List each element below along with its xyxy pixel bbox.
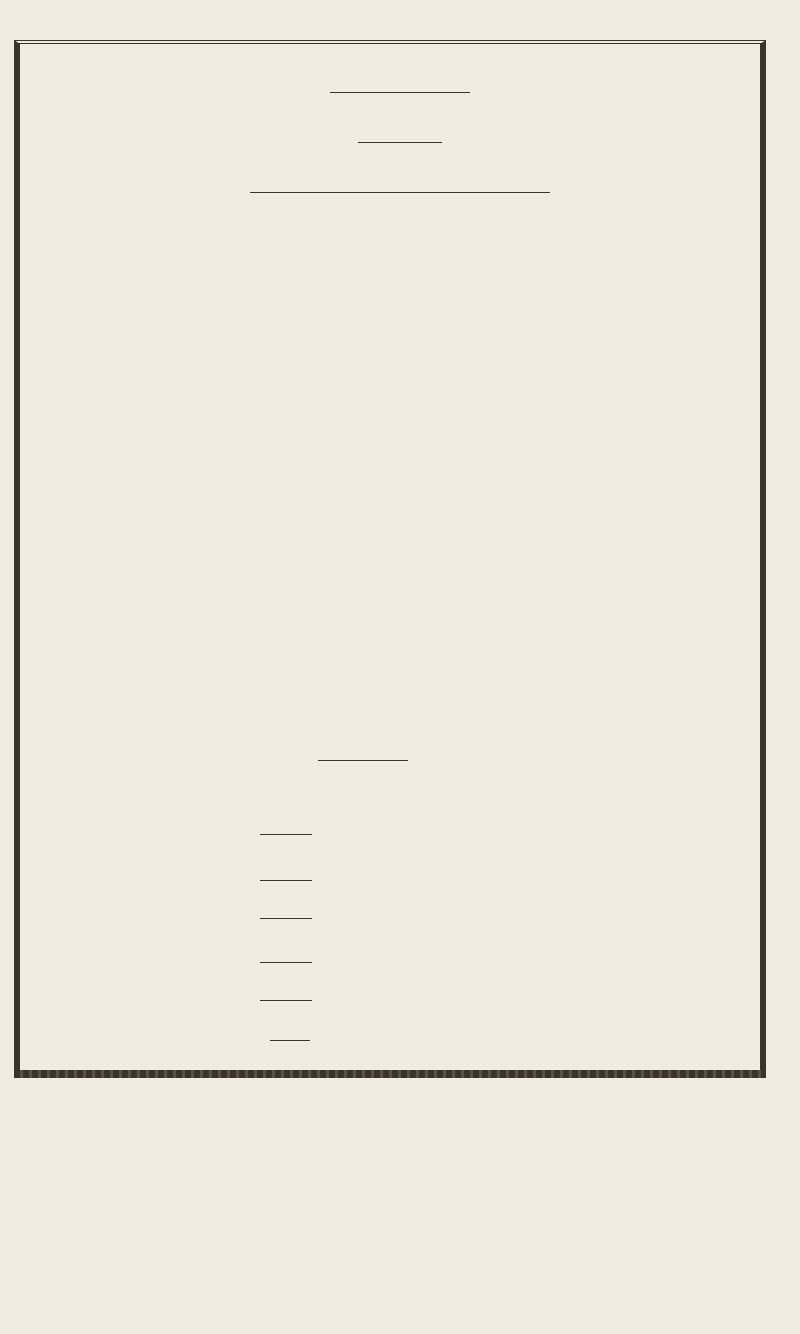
divider	[330, 92, 470, 93]
divider	[260, 834, 312, 835]
divider	[358, 142, 442, 143]
divider	[260, 962, 312, 963]
divider	[260, 1000, 312, 1001]
divider	[250, 192, 550, 193]
page-border	[14, 40, 766, 1078]
divider	[260, 880, 312, 881]
running-head	[0, 10, 800, 36]
divider	[270, 1040, 310, 1041]
divider	[318, 760, 408, 761]
divider	[260, 918, 312, 919]
page-border-bottom	[14, 1070, 766, 1078]
